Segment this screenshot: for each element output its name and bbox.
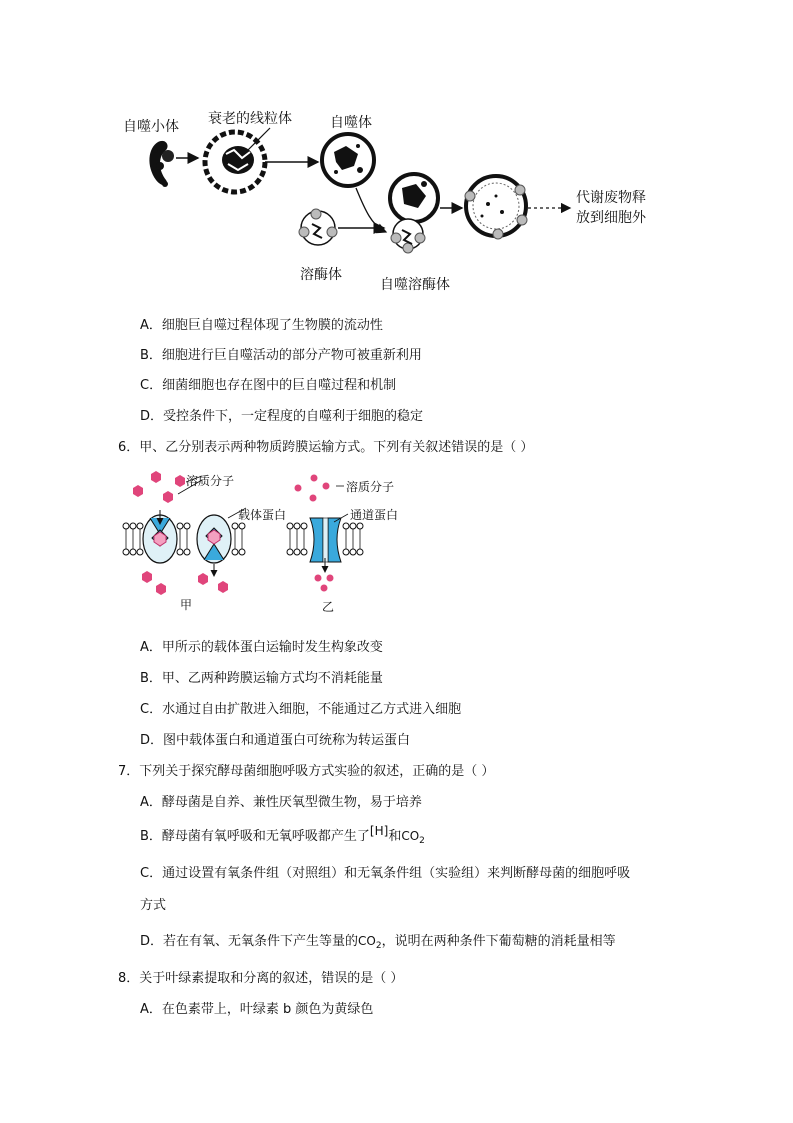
label-autophagosome: 自噬体 — [330, 115, 372, 131]
label-autophagosome-small: 自噬小体 — [123, 119, 179, 135]
label-jia: 甲 — [180, 598, 193, 612]
q7-option-d-rest: ，说明在两种条件下葡萄糖的消耗量相等 — [381, 934, 616, 949]
q7-option-b — [140, 825, 425, 846]
q6-option-b: B．甲、乙两种跨膜运输方式均不消耗能量 — [140, 671, 383, 686]
q7-option-d — [140, 930, 616, 951]
q7-option-c-line2: 方式 — [140, 898, 167, 913]
q5-option-c: C．细菌细胞也存在图中的巨自噬过程和机制 — [140, 378, 397, 393]
q7-option-a: A．酵母菌是自养、兼性厌氧型微生物，易于培养 — [140, 795, 422, 810]
q5-option-d: D．受控条件下，一定程度的自噬利于细胞的稳定 — [140, 409, 424, 424]
aging-mitochondria-shape — [205, 128, 270, 192]
q6-option-a: A．甲所示的载体蛋白运输时发生构象改变 — [140, 640, 383, 655]
label-solute-right: 溶质分子 — [346, 480, 395, 494]
lysosome-shape — [299, 209, 337, 245]
co2-formula: $CO_2$ — [401, 829, 425, 846]
label-aging-mitochondria: 衰老的线粒体 — [208, 111, 292, 127]
label-autolysosome: 自噬溶酶体 — [380, 277, 450, 293]
channel-protein — [310, 518, 341, 562]
carrier-protein-2 — [197, 515, 231, 576]
label-carrier-protein: 载体蛋白 — [238, 508, 287, 522]
q6-option-d: D．图中载体蛋白和通道蛋白可统称为转运蛋白 — [140, 733, 411, 748]
autolysosome-shape — [390, 174, 438, 253]
label-solute-left: 溶质分子 — [186, 474, 235, 488]
q6-option-c: C．水通过自由扩散进入细胞，不能通过乙方式进入细胞 — [140, 702, 462, 717]
q7-option-d-text: D．若在有氧、无氧条件下产生等量的 — [140, 934, 359, 949]
h-symbol: [H] — [369, 824, 389, 838]
label-lysosome: 溶酶体 — [300, 267, 342, 283]
q7-stem: 7．下列关于探究酵母菌细胞呼吸方式实验的叙述，正确的是（ ） — [118, 764, 495, 779]
degradation-vesicle-shape — [465, 176, 527, 239]
q7-option-c-line1: C．通过设置有氧条件组（对照组）和无氧条件组（实验组）来判断酵母菌的细胞呼吸 — [140, 866, 631, 881]
carrier-protein-1 — [143, 510, 177, 563]
q7-option-b-text: B．酵母菌有氧呼吸和无氧呼吸都产生了 — [140, 829, 370, 844]
label-excretion-line1: 代谢废物释 — [576, 190, 646, 206]
q5-option-a: A．细胞巨自噬过程体现了生物膜的流动性 — [140, 318, 383, 333]
label-excretion-line2: 放到细胞外 — [576, 210, 646, 226]
q5-option-b: B．细胞进行巨自噬活动的部分产物可被重新利用 — [140, 348, 422, 363]
label-channel-protein: 通道蛋白 — [350, 508, 399, 522]
q7-option-b-and: 和 — [388, 829, 402, 844]
co2-formula: $CO_2$ — [358, 934, 382, 951]
autophagosome-small-shape — [149, 141, 174, 187]
q8-option-a: A．在色素带上，叶绿素 b 颜色为黄绿色 — [140, 1002, 374, 1017]
q8-stem: 8．关于叶绿素提取和分离的叙述，错误的是（ ） — [118, 971, 404, 986]
label-yi: 乙 — [322, 600, 335, 614]
autophagosome-shape — [322, 134, 374, 186]
q6-stem: 6．甲、乙分别表示两种物质跨膜运输方式。下列有关叙述错误的是（ ） — [118, 440, 534, 455]
